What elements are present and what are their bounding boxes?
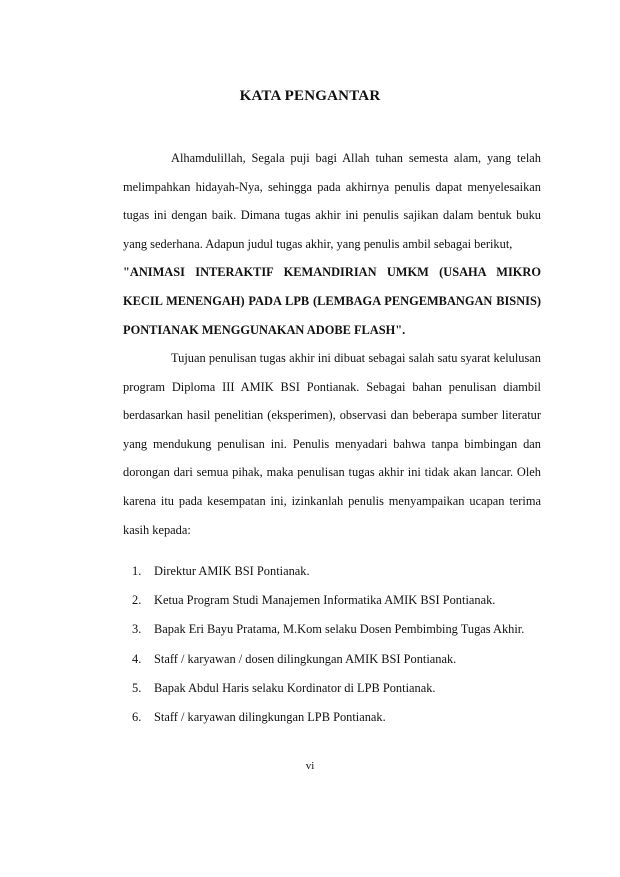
intro-paragraph: Alhamdulillah, Segala puji bagi Allah tuhan semesta alam, yang telah melimpahkan hidayah-Nya, sehingga pada akhirnya penulis dapat menyelesaikan tugas ini dengan baik. Dimana tugas akhir ini penulis sajikan dalam bentuk buku yang sederhana. Adapun judul tugas akhir, yang penulis ambil sebagai berikut,: [123, 151, 541, 251]
purpose-paragraph: Tujuan penulisan tugas akhir ini dibuat sebagai salah satu syarat kelulusan program Diploma III AMIK BSI Pontianak. Sebagai bahan penulisan diambil berdasarkan hasil penelitian (eksperimen), observasi dan beberapa sumber literatur yang mendukung penulisan ini. Penulis menyadari bahwa tanpa bimbingan dan dorongan dari semua pihak, maka penulisan tugas akhir ini tidak akan lancar. Oleh karena itu pada kesempatan ini, izinkanlah penulis menyampaikan ucapan terima kasih kepada:: [123, 351, 541, 537]
list-item-text: Staff / karyawan / dosen dilingkungan AMIK BSI Pontianak.: [154, 651, 457, 666]
list-item-number: 5.: [132, 680, 142, 695]
list-item-text: Bapak Eri Bayu Pratama, M.Kom selaku Dosen Pembimbing Tugas Akhir.: [154, 622, 525, 637]
list-item-number: 6.: [132, 709, 142, 724]
list-item-text: Ketua Program Studi Manajemen Informatika AMIK BSI Pontianak.: [154, 593, 496, 608]
list-item-text: Bapak Abdul Haris selaku Kordinator di LPB Pontianak.: [154, 680, 436, 695]
list-item-number: 1.: [132, 564, 142, 578]
list-item: [132, 645, 552, 674]
list-item-text: Staff / karyawan dilingkungan LPB Pontianak.: [154, 709, 386, 724]
list-item: [132, 586, 552, 615]
page-title: KATA PENGANTAR: [239, 88, 381, 104]
intro-section: [123, 144, 541, 344]
list-item: [132, 674, 552, 703]
list-item-number: 4.: [132, 651, 142, 666]
list-item: [132, 615, 552, 644]
list-item-number: 2.: [132, 593, 142, 608]
page-number: vi: [305, 760, 315, 772]
list-item-number: 3.: [132, 622, 142, 637]
list-item: [132, 703, 552, 732]
list-item: [132, 557, 552, 586]
thesis-title: "ANIMASI INTERAKTIF KEMANDIRIAN UMKM (USAHA MIKRO KECIL MENENGAH) PADA LPB (LEMBAGA PENGEMBANGAN BISNIS) PONTIANAK MENGGUNAKAN ADOBE FLASH".: [123, 265, 541, 337]
acknowledgement-list: [132, 557, 552, 732]
purpose-section: [123, 344, 541, 544]
list-item-text: Direktur AMIK BSI Pontianak.: [154, 564, 310, 578]
